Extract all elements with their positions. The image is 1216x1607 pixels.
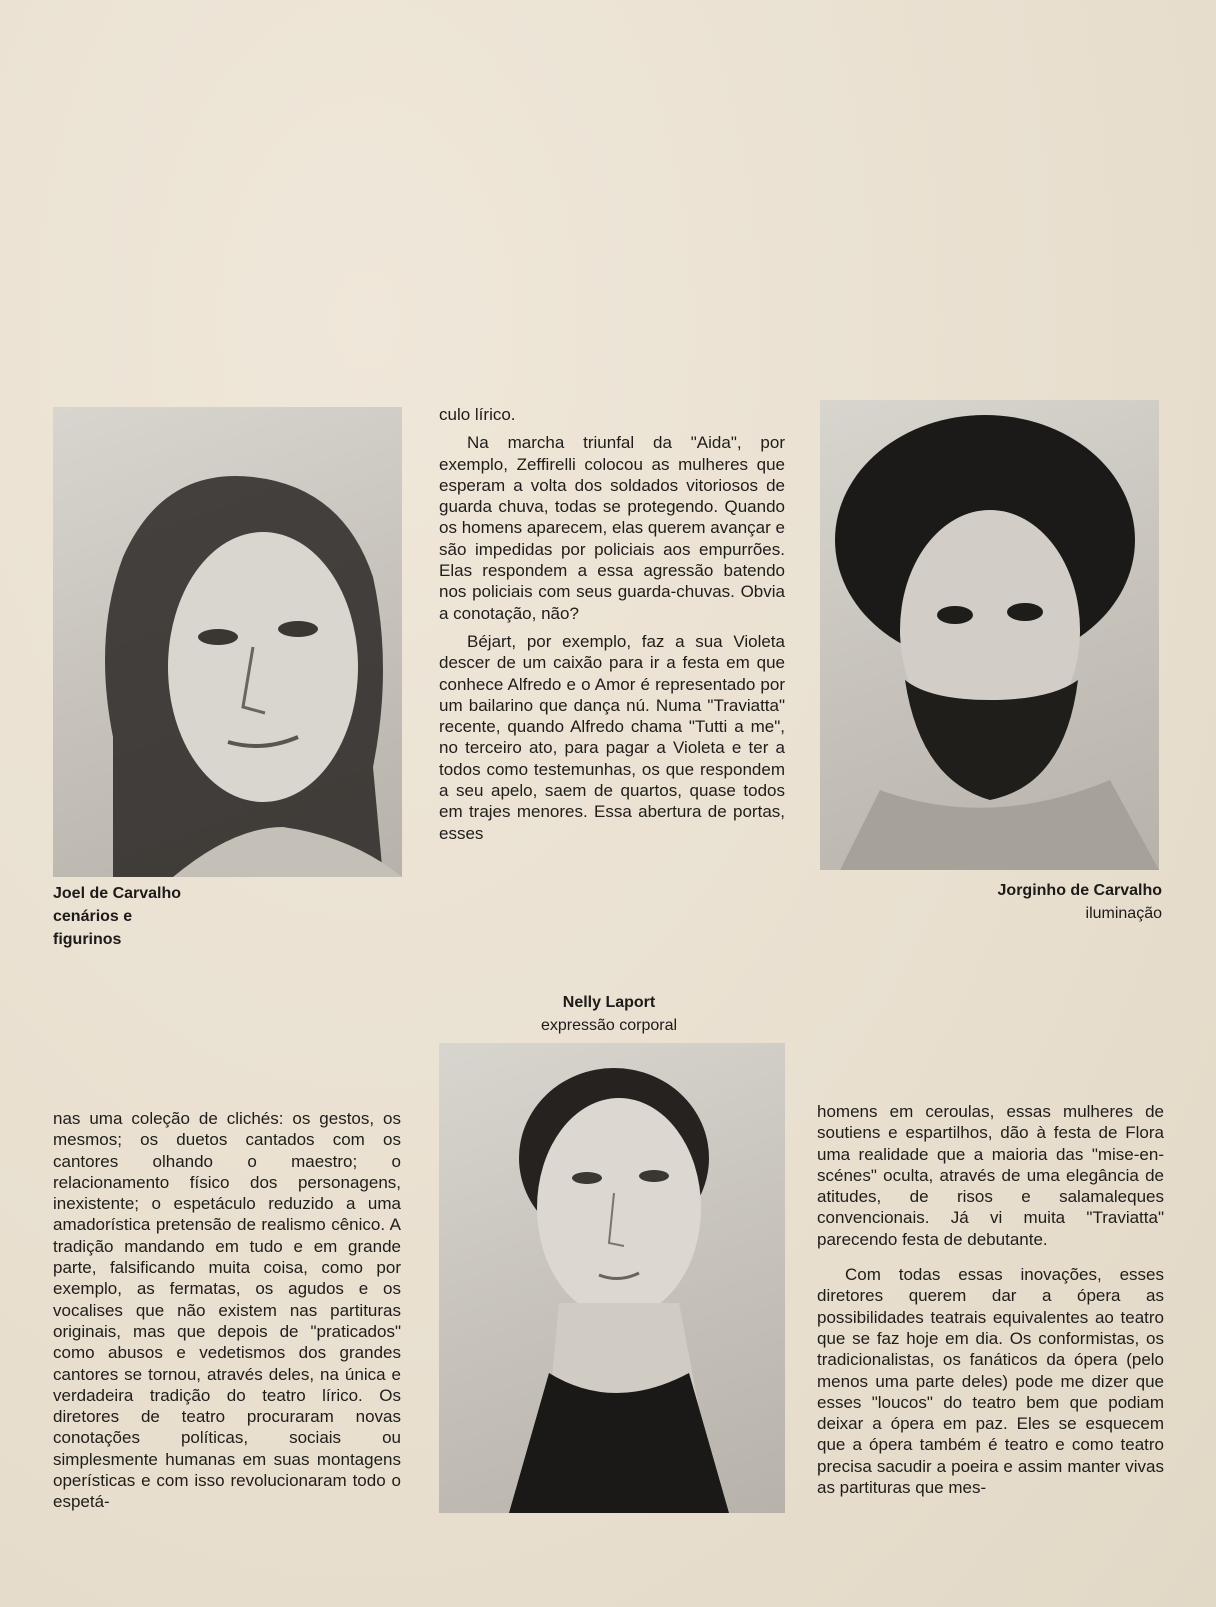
portrait-illustration xyxy=(53,407,402,877)
caption-nelly-laport xyxy=(479,991,739,1037)
paragraph: Béjart, por exemplo, faz a sua Violeta descer de um caixão para ir a festa em que conhece Alfredo e o Amor é representado por um bailarino que dança nú. Numa "Traviatta" recente, quando Alfredo chama "Tutti a me", no terceiro ato, para pagar a Violeta e ter a todos como testemunhas, os que respondem a seu apelo, saem de quartos, quase todos em trajes menores. Essa abertura de portas, esses xyxy=(439,631,785,843)
portrait-illustration xyxy=(820,400,1159,870)
paragraph: Na marcha triunfal da "Aida", por exemplo, Zeffirelli colocou as mulheres que esperam a volta dos soldados vitoriosos de guarda chuva, todas se protegendo. Quando os homens aparecem, elas querem avançar e são impedidas por policiais aos empurrões. Elas respondem a essa agressão batendo nos policiais com seus guarda-chuvas. Obvia a conotação, não? xyxy=(439,433,785,623)
caption-role: expressão corporal xyxy=(540,1017,678,1034)
photo-jorginho-de-carvalho xyxy=(820,400,1159,870)
caption-name: Joel de Carvalho xyxy=(53,885,182,902)
caption-role: iluminação xyxy=(1085,905,1162,922)
caption-name: Jorginho de Carvalho xyxy=(997,882,1162,899)
caption-role-line: figurinos xyxy=(53,931,122,948)
caption-joel-de-carvalho xyxy=(53,882,253,951)
caption-role-line: cenários e xyxy=(53,908,133,925)
article-column-left xyxy=(53,1108,401,1513)
caption-jorginho-de-carvalho xyxy=(900,879,1162,925)
paragraph: Com todas essas inovações, esses diretores querem dar a ópera as possibilidades teatrais equivalentes ao teatro que se faz hoje em dia. Os conformistas, os tradicionalistas, os fanáticos da ópera (pelo menos uma parte deles) pode me dizer que esses "loucos" do teatro bem que podiam deixar a ópera em paz. Eles se esquecem que a ópera também é teatro e como teatro precisa sacudir a poeira e assim manter vivas as partituras que mes- xyxy=(817,1265,1164,1498)
paragraph: culo lírico. xyxy=(439,405,516,424)
article-column-top xyxy=(439,404,785,844)
paragraph: homens em ceroulas, essas mulheres de soutiens e espartilhos, dão à festa de Flora uma realidade que a maioria das "mise-en-scénes" oculta, através de uma elegância de atitudes, de risos e salamaleques convencionais. Já vi muita "Traviatta" parecendo festa de debutante. xyxy=(817,1102,1164,1249)
portrait-illustration xyxy=(439,1043,785,1513)
photo-joel-de-carvalho xyxy=(53,407,402,877)
caption-name: Nelly Laport xyxy=(562,994,656,1011)
article-column-right xyxy=(817,1101,1164,1498)
paragraph: nas uma coleção de clichés: os gestos, os mesmos; os duetos cantados com os cantores olhando o maestro; o relacionamento físico dos personagens, inexistente; o espetáculo reduzido a uma amadorística pretensão de realismo cênico. A tradição mandando em tudo e em grande parte, falsificando muita coisa, como por exemplo, as fermatas, os agudos e os vocalises que não existem nas partituras originais, mas que depois de "praticados" como abusos e vedetismos dos grandes cantores se tornou, através deles, na única e verdadeira tradição do teatro lírico. Os diretores de teatro procuraram novas conotações políticas, sociais ou simplesmente humanas em suas montagens operísticas e com isso revolucionaram todo o espetá- xyxy=(53,1109,401,1512)
photo-nelly-laport xyxy=(439,1043,785,1513)
